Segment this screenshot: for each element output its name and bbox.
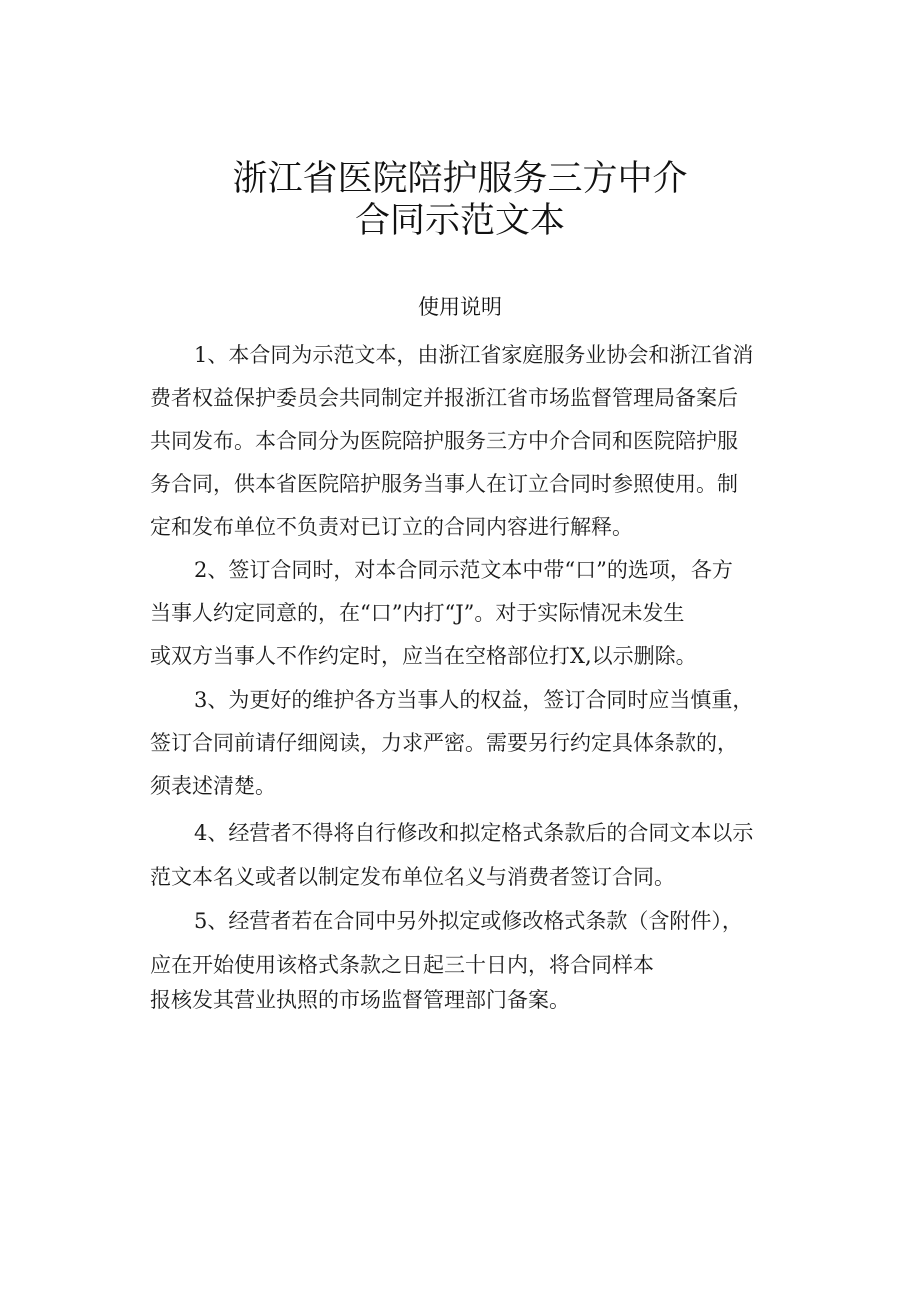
instruction-1-line-1: 1、本合同为示范文本，由浙江省家庭服务业协会和浙江省消 xyxy=(194,343,754,367)
instruction-4-line-1: 4、经营者不得将自行修改和拟定格式条款后的合同文本以示 xyxy=(194,821,754,845)
instruction-5-line-2: 应在开始使用该格式条款之日起三十日内，将合同样本 xyxy=(150,953,654,977)
instruction-2-line-3: 或双方当事人不作约定时，应当在空格部位打X,以示删除。 xyxy=(150,644,697,668)
instruction-1-line-2: 费者权益保护委员会共同制定并报浙江省市场监督管理局备案后 xyxy=(150,386,738,410)
instruction-2-line-2: 当事人约定同意的，在“口”内打“J”。对于实际情况未发生 xyxy=(150,601,685,625)
instruction-5-line-1: 5、经营者若在合同中另外拟定或修改格式条款（含附件）， xyxy=(194,909,743,933)
instruction-4-line-2: 范文本名义或者以制定发布单位名义与消费者签订合同。 xyxy=(150,865,675,889)
instruction-5-line-3: 报核发其营业执照的市场监督管理部门备案。 xyxy=(150,988,570,1012)
document-title-line-2: 合同示范文本 xyxy=(354,201,565,241)
instruction-1-line-4: 务合同，供本省医院陪护服务当事人在订立合同时参照使用。制 xyxy=(150,472,738,496)
instruction-1-line-3: 共同发布。本合同分为医院陪护服务三方中介合同和医院陪护服 xyxy=(150,429,738,453)
instruction-3-line-2: 签订合同前请仔细阅读，力求严密。需要另行约定具体条款的， xyxy=(150,731,738,755)
section-heading: 使用说明 xyxy=(418,295,502,319)
instruction-3-line-1: 3、为更好的维护各方当事人的权益，签订合同时应当慎重， xyxy=(194,688,754,712)
instruction-2-line-1: 2、签订合同时，对本合同示范文本中带“口”的选项，各方 xyxy=(194,558,733,582)
document-title-line-1: 浙江省医院陪护服务三方中介 xyxy=(232,159,688,199)
instruction-1-line-5: 定和发布单位不负责对已订立的合同内容进行解释。 xyxy=(150,515,633,539)
instruction-3-line-3: 须表述清楚。 xyxy=(150,774,276,798)
